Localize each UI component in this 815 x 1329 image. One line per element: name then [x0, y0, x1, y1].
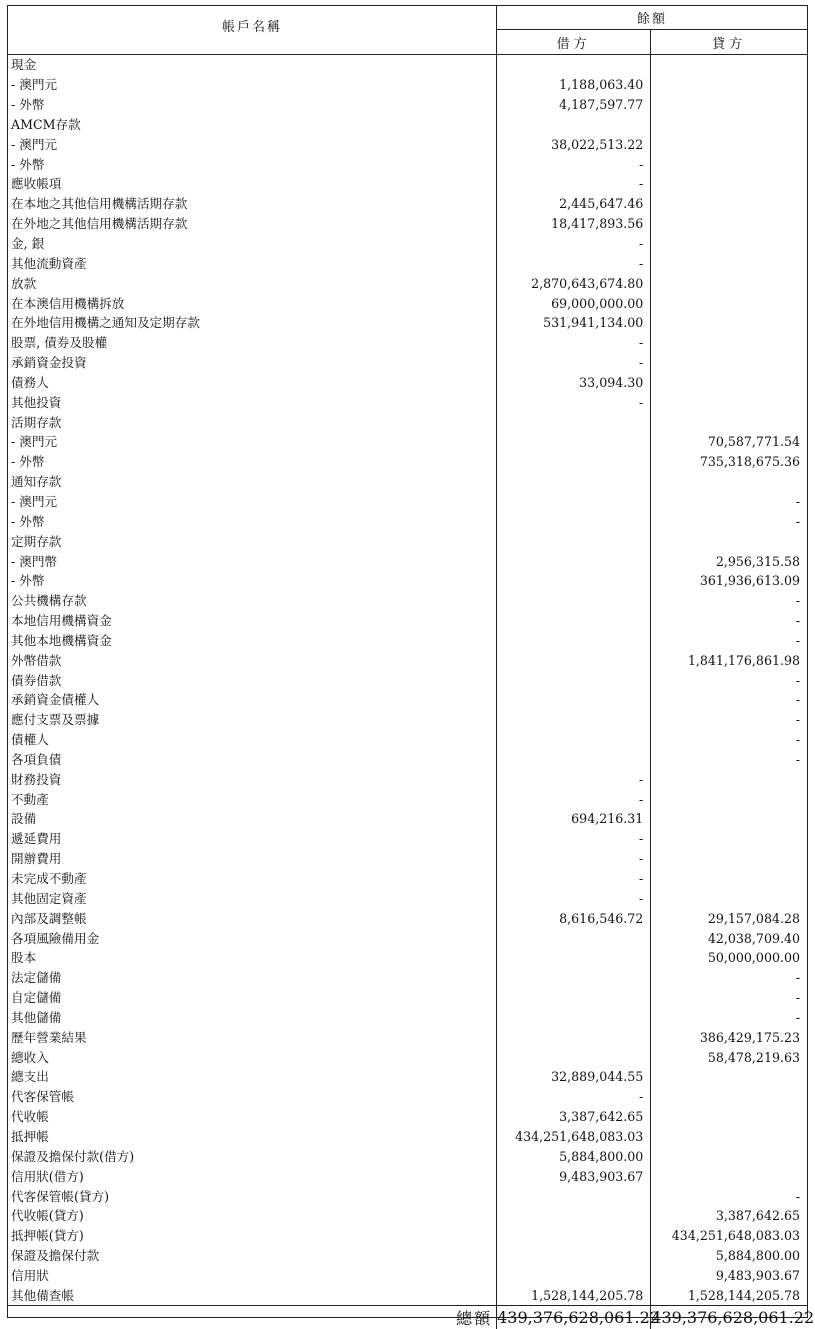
table-row — [8, 1285, 807, 1305]
credit-cell: 1,841,176,861.98 — [687, 652, 800, 668]
debit-cell — [497, 412, 651, 432]
account-name-cell: 其他流動資產 — [8, 253, 497, 273]
table-row — [8, 1008, 807, 1028]
credit-cell — [651, 472, 807, 492]
account-name-cell: 債券借款 — [8, 670, 497, 690]
debit-cell — [497, 1008, 651, 1028]
table-row — [8, 908, 807, 928]
account-name-cell: 應付支票及票據 — [8, 710, 497, 730]
account-name-cell: 抵押帳(貸方) — [8, 1226, 497, 1246]
account-name-cell: 其他本地機構資金 — [8, 630, 497, 650]
debit-cell: - — [497, 1087, 651, 1107]
account-name-cell: - 外幣 — [8, 511, 497, 531]
account-name-cell: 承銷資金債權人 — [8, 690, 497, 710]
credit-cell: 1,528,144,205.78 — [687, 1287, 800, 1303]
debit-cell — [497, 968, 651, 988]
header-debit: 借方 — [497, 30, 651, 55]
account-name-cell: 本地信用機構資金 — [8, 611, 497, 631]
debit-cell: - — [497, 869, 651, 889]
debit-cell — [497, 115, 651, 135]
credit-cell — [651, 1127, 807, 1147]
credit-cell: - — [795, 751, 800, 767]
table-row — [8, 313, 807, 333]
account-name-cell: 代收帳 — [8, 1107, 497, 1127]
debit-cell: 33,094.30 — [497, 373, 651, 393]
account-name-cell: 總收入 — [8, 1047, 497, 1067]
header-account-name: 帳戶名稱 — [8, 6, 497, 55]
debit-cell — [497, 511, 651, 531]
account-name-cell: - 澳門元 — [8, 492, 497, 512]
table-row — [8, 412, 807, 432]
account-name-cell: 其他備查帳 — [8, 1285, 497, 1305]
table-row — [8, 968, 807, 988]
credit-cell: - — [795, 593, 800, 609]
table-row — [8, 392, 807, 412]
account-name-cell: - 外幣 — [8, 154, 497, 174]
debit-cell: - — [497, 333, 651, 353]
debit-cell — [497, 611, 651, 631]
credit-cell — [651, 353, 807, 373]
debit-cell: 1,528,144,205.78 — [497, 1285, 651, 1305]
credit-cell: 50,000,000.00 — [707, 950, 800, 966]
debit-cell: - — [497, 392, 651, 412]
table-row — [8, 373, 807, 393]
debit-cell: - — [497, 253, 651, 273]
account-name-cell: 內部及調整帳 — [8, 908, 497, 928]
debit-cell — [497, 1047, 651, 1067]
credit-cell: - — [795, 712, 800, 728]
debit-cell — [497, 1265, 651, 1285]
debit-cell: 694,216.31 — [497, 809, 651, 829]
account-name-cell: 自定儲備 — [8, 988, 497, 1008]
account-name-cell: 歷年營業結果 — [8, 1027, 497, 1047]
debit-cell: - — [497, 789, 651, 809]
credit-cell — [651, 194, 807, 214]
account-name-cell: 債務人 — [8, 373, 497, 393]
debit-cell: - — [497, 849, 651, 869]
credit-cell — [651, 888, 807, 908]
debit-cell — [497, 948, 651, 968]
credit-cell — [651, 769, 807, 789]
debit-cell: 69,000,000.00 — [497, 293, 651, 313]
account-name-cell: - 外幣 — [8, 95, 497, 115]
table-row — [8, 472, 807, 492]
account-name-cell: 各項負債 — [8, 750, 497, 770]
table-row — [8, 154, 807, 174]
trial-balance-sheet — [7, 5, 815, 1329]
debit-cell: 434,251,648,083.03 — [497, 1127, 651, 1147]
debit-cell — [497, 432, 651, 452]
debit-cell: 3,387,642.65 — [497, 1107, 651, 1127]
credit-cell — [651, 214, 807, 234]
debit-cell: 8,616,546.72 — [497, 908, 651, 928]
credit-cell: 70,587,771.54 — [707, 434, 800, 450]
credit-cell: 9,483,903.67 — [715, 1267, 800, 1283]
credit-cell — [651, 95, 807, 115]
credit-cell: 5,884,800.00 — [715, 1248, 800, 1264]
account-name-cell: 其他投資 — [8, 392, 497, 412]
table-row — [8, 809, 807, 829]
credit-cell — [651, 869, 807, 889]
account-name-cell: 其他儲備 — [8, 1008, 497, 1028]
table-row — [8, 214, 807, 234]
table-row — [8, 194, 807, 214]
table-row — [8, 690, 807, 710]
table-row — [8, 273, 807, 293]
credit-cell: 3,387,642.65 — [715, 1208, 800, 1224]
table-row — [8, 1226, 807, 1246]
total-debit: 439,376,628,061.22 — [497, 1306, 651, 1329]
debit-cell — [497, 650, 651, 670]
debit-cell — [497, 710, 651, 730]
credit-cell: - — [795, 632, 800, 648]
debit-cell — [497, 551, 651, 571]
table-row — [8, 452, 807, 472]
table-row — [8, 1186, 807, 1206]
account-name-cell: 定期存款 — [8, 531, 497, 551]
debit-cell: 2,870,643,674.80 — [497, 273, 651, 293]
account-name-cell: 各項風險備用金 — [8, 928, 497, 948]
account-name-cell: 其他固定資產 — [8, 888, 497, 908]
credit-cell: - — [795, 970, 800, 986]
debit-cell — [497, 1186, 651, 1206]
account-name-cell: AMCM存款 — [8, 115, 497, 135]
credit-cell — [651, 1107, 807, 1127]
table-row — [8, 253, 807, 273]
account-name-cell: 在本澳信用機構拆放 — [8, 293, 497, 313]
account-name-cell: - 外幣 — [8, 571, 497, 591]
credit-cell — [651, 75, 807, 95]
credit-cell: - — [795, 513, 800, 529]
table-row — [8, 928, 807, 948]
trial-balance-table — [8, 6, 815, 1329]
credit-cell: 361,936,613.09 — [699, 573, 800, 589]
credit-cell — [651, 115, 807, 135]
credit-cell: - — [795, 613, 800, 629]
header-credit: 貸方 — [651, 30, 807, 55]
credit-cell — [651, 55, 807, 75]
debit-cell: - — [497, 829, 651, 849]
table-row — [8, 492, 807, 512]
account-name-cell: - 澳門元 — [8, 432, 497, 452]
account-name-cell: 股票, 債券及股權 — [8, 333, 497, 353]
debit-cell: 32,889,044.55 — [497, 1067, 651, 1087]
credit-cell — [651, 174, 807, 194]
debit-cell: 4,187,597.77 — [497, 95, 651, 115]
total-row — [8, 1306, 807, 1329]
table-row — [8, 1127, 807, 1147]
account-name-cell: 承銷資金投資 — [8, 353, 497, 373]
table-row — [8, 829, 807, 849]
table-row — [8, 888, 807, 908]
table-row — [8, 95, 807, 115]
debit-cell: 2,445,647.46 — [497, 194, 651, 214]
credit-cell: - — [795, 732, 800, 748]
debit-cell: 18,417,893.56 — [497, 214, 651, 234]
account-name-cell: 總支出 — [8, 1067, 497, 1087]
account-name-cell: 法定儲備 — [8, 968, 497, 988]
account-name-cell: 抵押帳 — [8, 1127, 497, 1147]
credit-cell: - — [795, 493, 800, 509]
debit-cell: - — [497, 353, 651, 373]
table-row — [8, 55, 807, 75]
account-name-cell: 現金 — [8, 55, 497, 75]
credit-cell — [651, 789, 807, 809]
credit-cell: 735,318,675.36 — [699, 454, 800, 470]
account-name-cell: 在外地之其他信用機構活期存款 — [8, 214, 497, 234]
debit-cell: - — [497, 234, 651, 254]
account-name-cell: 在外地信用機構之通知及定期存款 — [8, 313, 497, 333]
debit-cell — [497, 1206, 651, 1226]
credit-cell: - — [795, 990, 800, 1006]
credit-cell: 42,038,709.40 — [707, 930, 800, 946]
table-row — [8, 1265, 807, 1285]
debit-cell: 5,884,800.00 — [497, 1146, 651, 1166]
credit-cell — [651, 412, 807, 432]
credit-cell — [651, 313, 807, 333]
debit-cell — [497, 55, 651, 75]
table-row — [8, 432, 807, 452]
account-name-cell: - 澳門元 — [8, 75, 497, 95]
table-row — [8, 730, 807, 750]
table-row — [8, 948, 807, 968]
table-row — [8, 630, 807, 650]
debit-cell — [497, 690, 651, 710]
account-name-cell: 金, 銀 — [8, 234, 497, 254]
table-row — [8, 710, 807, 730]
table-row — [8, 670, 807, 690]
table-row — [8, 1027, 807, 1047]
table-row — [8, 1087, 807, 1107]
account-name-cell: 代客保管帳 — [8, 1087, 497, 1107]
credit-cell — [651, 809, 807, 829]
credit-cell — [651, 1087, 807, 1107]
credit-cell: 58,478,219.63 — [707, 1049, 800, 1065]
account-name-cell: 活期存款 — [8, 412, 497, 432]
credit-cell — [651, 253, 807, 273]
credit-cell — [651, 849, 807, 869]
debit-cell: 38,022,513.22 — [497, 134, 651, 154]
debit-cell — [497, 630, 651, 650]
credit-cell: - — [795, 1188, 800, 1204]
table-row — [8, 849, 807, 869]
debit-cell: - — [497, 769, 651, 789]
account-name-cell: 保證及擔保付款(借方) — [8, 1146, 497, 1166]
debit-cell: 531,941,134.00 — [497, 313, 651, 333]
account-name-cell: 信用狀 — [8, 1265, 497, 1285]
table-row — [8, 611, 807, 631]
debit-cell — [497, 1226, 651, 1246]
credit-cell — [651, 392, 807, 412]
debit-cell — [497, 571, 651, 591]
credit-cell: - — [795, 1009, 800, 1025]
table-row — [8, 1067, 807, 1087]
debit-cell: - — [497, 888, 651, 908]
table-row — [8, 511, 807, 531]
account-name-cell: - 外幣 — [8, 452, 497, 472]
table-row — [8, 1206, 807, 1226]
table-row — [8, 134, 807, 154]
table-row — [8, 1146, 807, 1166]
account-name-cell: 放款 — [8, 273, 497, 293]
credit-cell — [651, 531, 807, 551]
credit-cell — [651, 134, 807, 154]
table-row — [8, 1246, 807, 1266]
credit-cell — [651, 1166, 807, 1186]
table-row — [8, 591, 807, 611]
table-row — [8, 988, 807, 1008]
table-row — [8, 750, 807, 770]
credit-cell — [651, 293, 807, 313]
account-name-cell: 股本 — [8, 948, 497, 968]
credit-cell: - — [795, 692, 800, 708]
table-row — [8, 293, 807, 313]
table-row — [8, 1047, 807, 1067]
table-row — [8, 174, 807, 194]
account-name-cell: 債權人 — [8, 730, 497, 750]
account-name-cell: 代收帳(貸方) — [8, 1206, 497, 1226]
account-name-cell: 不動產 — [8, 789, 497, 809]
table-row — [8, 769, 807, 789]
credit-cell: 386,429,175.23 — [699, 1029, 800, 1045]
credit-cell — [651, 829, 807, 849]
debit-cell — [497, 591, 651, 611]
account-name-cell: 通知存款 — [8, 472, 497, 492]
account-name-cell: 未完成不動產 — [8, 869, 497, 889]
debit-cell — [497, 670, 651, 690]
table-row — [8, 353, 807, 373]
total-label: 總額 — [8, 1306, 497, 1329]
table-row — [8, 789, 807, 809]
debit-cell — [497, 928, 651, 948]
debit-cell — [497, 531, 651, 551]
header-balance: 餘額 — [497, 6, 807, 30]
credit-cell — [651, 234, 807, 254]
account-name-cell: 在本地之其他信用機構活期存款 — [8, 194, 497, 214]
account-name-cell: 保證及擔保付款 — [8, 1246, 497, 1266]
debit-cell: 1,188,063.40 — [497, 75, 651, 95]
table-row — [8, 869, 807, 889]
account-name-cell: 代客保管帳(貸方) — [8, 1186, 497, 1206]
credit-cell: 2,956,315.58 — [715, 553, 800, 569]
credit-cell — [651, 154, 807, 174]
debit-cell — [497, 750, 651, 770]
table-body — [8, 55, 807, 1306]
account-name-cell: 應收帳項 — [8, 174, 497, 194]
debit-cell: - — [497, 154, 651, 174]
total-credit: 439,376,628,061.22 — [651, 1306, 807, 1329]
table-row — [8, 75, 807, 95]
credit-cell: - — [795, 672, 800, 688]
debit-cell — [497, 1027, 651, 1047]
table-row — [8, 650, 807, 670]
credit-cell — [651, 1146, 807, 1166]
table-row — [8, 1166, 807, 1186]
credit-cell: 29,157,084.28 — [707, 910, 800, 926]
account-name-cell: 信用狀(借方) — [8, 1166, 497, 1186]
credit-cell: 434,251,648,083.03 — [671, 1228, 800, 1244]
account-name-cell: 公共機構存款 — [8, 591, 497, 611]
credit-cell — [651, 1067, 807, 1087]
account-name-cell: 外幣借款 — [8, 650, 497, 670]
debit-cell — [497, 988, 651, 1008]
debit-cell: 9,483,903.67 — [497, 1166, 651, 1186]
credit-cell — [651, 373, 807, 393]
table-row — [8, 234, 807, 254]
table-row — [8, 571, 807, 591]
account-name-cell: 開辦費用 — [8, 849, 497, 869]
credit-cell — [651, 273, 807, 293]
account-name-cell: 遞延費用 — [8, 829, 497, 849]
table-row — [8, 1107, 807, 1127]
table-row — [8, 551, 807, 571]
table-row — [8, 333, 807, 353]
debit-cell: - — [497, 174, 651, 194]
table-row — [8, 531, 807, 551]
account-name-cell: 設備 — [8, 809, 497, 829]
account-name-cell: - 澳門元 — [8, 134, 497, 154]
account-name-cell: - 澳門幣 — [8, 551, 497, 571]
account-name-cell: 財務投資 — [8, 769, 497, 789]
debit-cell — [497, 492, 651, 512]
credit-cell — [651, 333, 807, 353]
debit-cell — [497, 472, 651, 492]
debit-cell — [497, 1246, 651, 1266]
table-row — [8, 115, 807, 135]
debit-cell — [497, 730, 651, 750]
debit-cell — [497, 452, 651, 472]
